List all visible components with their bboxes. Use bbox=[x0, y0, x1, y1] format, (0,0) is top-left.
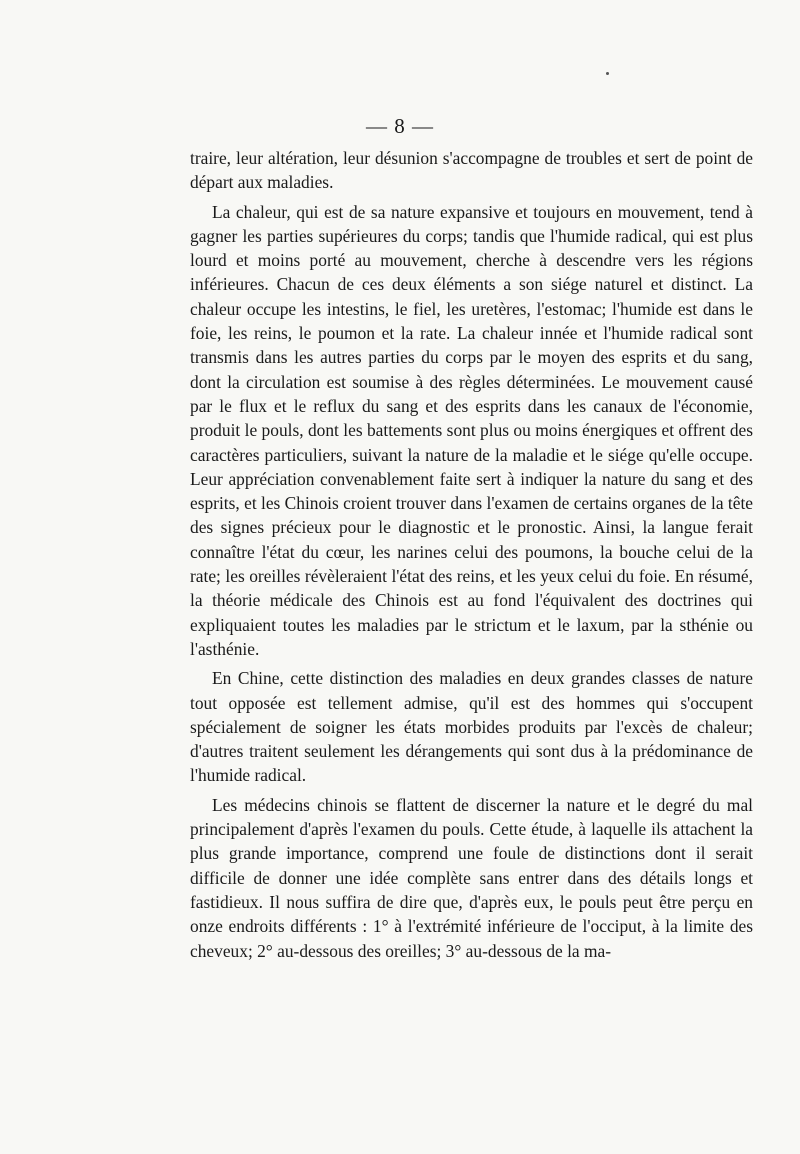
paragraph-china-classes: En Chine, cette distinction des maladies en deux grandes classes de nature tout opposée est tellement admise, qu'il est des hommes qui s'occupent spécialement de soigner les états morbides produits par l'excès de chaleur; d'autres traitent seulement les dérangements qui sont dus à la prédominance de l'humide radical. bbox=[190, 668, 753, 786]
paragraph-continuation: traire, leur altération, leur désunion s'accompagne de troubles et sert de point de départ aux maladies. bbox=[190, 148, 753, 193]
paragraph-pulse: Les médecins chinois se flattent de discerner la nature et le degré du mal principalement d'après l'examen du pouls. Cette étude, à laquelle ils attachent la plus grande importance, comprend une foule de distinctions dont il serait difficile de donner une idée complète sans entrer dans des détails longs et fastidieux. Il nous suffira de dire que, d'après eux, le pouls peut être perçu en onze endroits différents : 1° à l'extrémité inférieure de l'occiput, à la limite des cheveux; 2° au-dessous des oreilles; 3° au-dessous de la ma- bbox=[190, 794, 753, 961]
ink-speck bbox=[606, 72, 609, 75]
paragraph-heat-humidity: La chaleur, qui est de sa nature expansive et toujours en mouvement, tend à gagner les parties supérieures du corps; tandis que l'humide radical, qui est plus lourd et moins porté au mouvement, cherche à descendre vers les régions inférieures. Chacun de ces deux éléments a son siége naturel et distinct. La chaleur occupe les intestins, le fiel, les uretères, l'estomac; l'humide est dans le foie, les reins, le poumon et la rate. La chaleur innée et l'humide radical sont transmis dans les autres parties du corps par le moyen des esprits et du sang, dont la circulation est soumise à des règles déterminées. Le mouvement causé par le flux et le reflux du sang et des esprits dans les canaux de l'économie, produit le pouls, dont les battements sont plus ou moins énergiques et offrent des caractères particuliers, suivant la nature de la maladie et le siége qu'elle occupe. Leur appréciation convenablement faite sert à indiquer la nature du sang et des esprits, et les Chinois croient trouver dans l'examen de certains organes de la tête des signes précieux pour le diagnostic et le pronostic. Ainsi, la langue ferait connaître l'état du cœur, les narines celui des poumons, la bouche celui de la rate; les oreilles révèleraient l'état des reins, et les yeux celui du foie. En résumé, la théorie médicale des Chinois est au fond l'équivalent des doctrines qui expliquaient toutes les maladies par le strictum et le laxum, par la sthénie ou l'asthénie. bbox=[190, 201, 753, 659]
page-number: — 8 — bbox=[366, 114, 434, 138]
body-text bbox=[190, 146, 753, 968]
